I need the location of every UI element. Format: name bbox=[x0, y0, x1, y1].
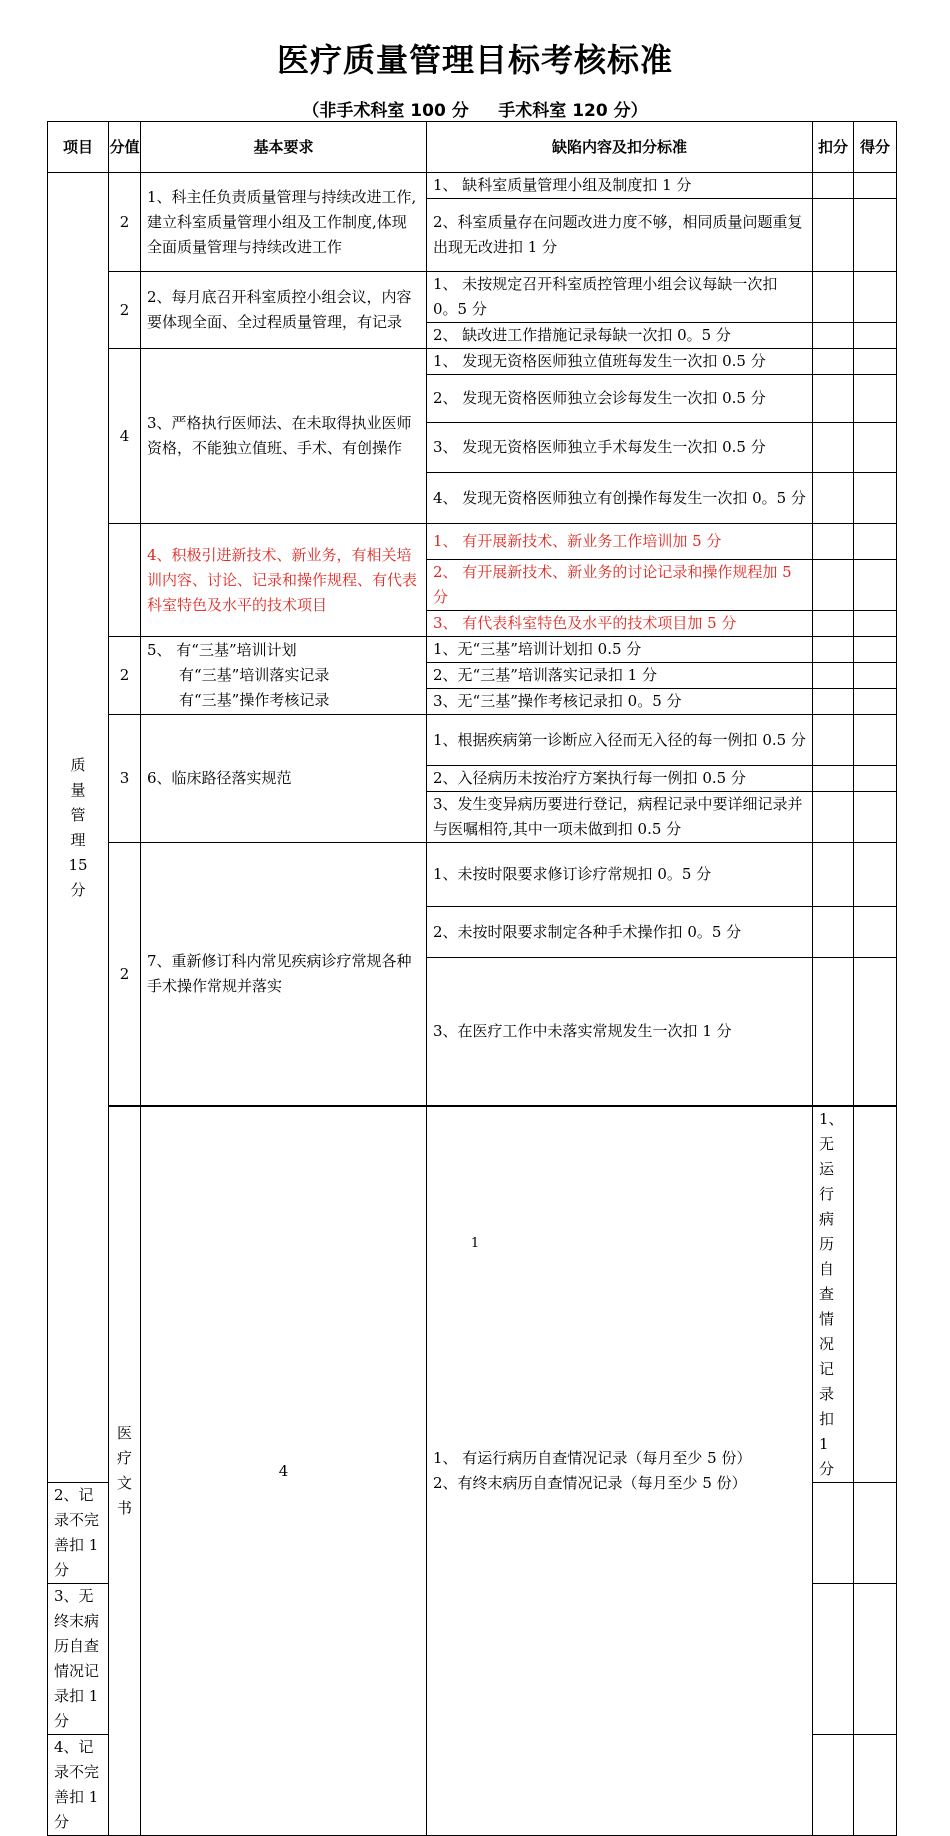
deduct-cell[interactable] bbox=[813, 323, 854, 349]
requirement-cell: 1、 有运行病历自查情况记录（每月至少 5 份） 2、有终末病历自查情况记录（每月至少 5 份） bbox=[427, 1107, 813, 1836]
deduct-cell[interactable] bbox=[813, 524, 854, 560]
gain-cell[interactable] bbox=[854, 1483, 897, 1584]
category-quality: 质 量 管 理 15 分 bbox=[48, 173, 109, 1483]
requirement-cell: 7、重新修订科内常见疾病诊疗常规各种手术操作常规并落实 bbox=[141, 843, 427, 1106]
gain-cell[interactable] bbox=[854, 173, 897, 199]
gain-cell[interactable] bbox=[854, 1584, 897, 1735]
table-row bbox=[48, 524, 897, 560]
score-cell: 3 bbox=[109, 715, 141, 843]
deduct-cell[interactable] bbox=[813, 843, 854, 907]
header-deduct: 扣分 bbox=[813, 122, 854, 173]
deduct-cell[interactable] bbox=[813, 689, 854, 715]
score-cell bbox=[109, 524, 141, 637]
table-row bbox=[48, 272, 897, 323]
defect-cell: 1、无“三基”培训计划扣 0.5 分 bbox=[427, 637, 813, 663]
score-cell: 4 bbox=[109, 349, 141, 524]
score-cell: 2 bbox=[109, 272, 141, 349]
page-number: 1 bbox=[470, 1236, 480, 1251]
gain-cell[interactable] bbox=[854, 689, 897, 715]
gain-cell[interactable] bbox=[854, 1735, 897, 1836]
gain-cell[interactable] bbox=[854, 907, 897, 958]
defect-cell: 2、未按时限要求制定各种手术操作扣 0。5 分 bbox=[427, 907, 813, 958]
requirement-cell: 3、严格执行医师法、在未取得执业医师资格，不能独立值班、手术、有创操作 bbox=[141, 349, 427, 524]
deduct-cell[interactable] bbox=[813, 423, 854, 473]
header-row bbox=[48, 122, 897, 173]
gain-cell[interactable] bbox=[854, 423, 897, 473]
defect-cell: 2、 发现无资格医师独立会诊每发生一次扣 0.5 分 bbox=[427, 375, 813, 423]
deduct-cell[interactable] bbox=[813, 1483, 854, 1584]
page-subtitle: （非手术科室 100 分 手术科室 120 分） bbox=[302, 101, 648, 121]
requirement-cell: 1、科主任负责质量管理与持续改进工作,建立科室质量管理小组及工作制度,体现全面质量管理与持续改进工作 bbox=[141, 173, 427, 272]
defect-cell: 3、发生变异病历要进行登记，病程记录中要详细记录并与医嘱相符,其中一项未做到扣 0.5 分 bbox=[427, 792, 813, 843]
deduct-cell[interactable] bbox=[813, 349, 854, 375]
gain-cell[interactable] bbox=[854, 958, 897, 1106]
defect-cell: 1、无运行病历自查情况记录扣 1 分 bbox=[813, 1107, 854, 1483]
deduct-cell[interactable] bbox=[813, 272, 854, 323]
deduct-cell[interactable] bbox=[813, 958, 854, 1106]
deduct-cell[interactable] bbox=[813, 637, 854, 663]
defect-cell: 2、入径病历未按治疗方案执行每一例扣 0.5 分 bbox=[427, 766, 813, 792]
gain-cell[interactable] bbox=[854, 715, 897, 766]
table-row bbox=[48, 637, 897, 663]
defect-cell: 1、 发现无资格医师独立值班每发生一次扣 0.5 分 bbox=[427, 349, 813, 375]
gain-cell[interactable] bbox=[854, 611, 897, 637]
defect-cell: 1、未按时限要求修订诊疗常规扣 0。5 分 bbox=[427, 843, 813, 907]
header-defect: 缺陷内容及扣分标准 bbox=[427, 122, 813, 173]
defect-cell: 3、 有代表科室特色及水平的技术项目加 5 分 bbox=[427, 611, 813, 637]
defect-cell: 1、根据疾病第一诊断应入径而无入径的每一例扣 0.5 分 bbox=[427, 715, 813, 766]
deduct-cell[interactable] bbox=[813, 1735, 854, 1836]
table-row bbox=[48, 1107, 897, 1483]
deduct-cell[interactable] bbox=[813, 1584, 854, 1735]
score-cell: 2 bbox=[109, 173, 141, 272]
defect-cell: 2、无“三基”培训落实记录扣 1 分 bbox=[427, 663, 813, 689]
deduct-cell[interactable] bbox=[813, 611, 854, 637]
gain-cell[interactable] bbox=[854, 766, 897, 792]
defect-cell: 1、 有开展新技术、新业务工作培训加 5 分 bbox=[427, 524, 813, 560]
deduct-cell[interactable] bbox=[813, 715, 854, 766]
header-gain: 得分 bbox=[854, 122, 897, 173]
gain-cell[interactable] bbox=[854, 663, 897, 689]
gain-cell[interactable] bbox=[854, 272, 897, 323]
header-requirement: 基本要求 bbox=[141, 122, 427, 173]
deduct-cell[interactable] bbox=[813, 375, 854, 423]
requirement-cell: 5、 有“三基”培训计划 有“三基”培训落实记录 有“三基”操作考核记录 bbox=[141, 637, 427, 715]
page-title: 医疗质量管理目标考核标准 bbox=[276, 41, 673, 79]
defect-cell: 3、无“三基”操作考核记录扣 0。5 分 bbox=[427, 689, 813, 715]
defect-cell: 3、在医疗工作中未落实常规发生一次扣 1 分 bbox=[427, 958, 813, 1106]
table-row bbox=[48, 173, 897, 199]
deduct-cell[interactable] bbox=[813, 560, 854, 611]
gain-cell[interactable] bbox=[854, 375, 897, 423]
gain-cell[interactable] bbox=[854, 473, 897, 524]
category-docs: 医疗 文书 bbox=[109, 1107, 141, 1836]
header-score: 分值 bbox=[109, 122, 141, 173]
defect-cell: 1、 缺科室质量管理小组及制度扣 1 分 bbox=[427, 173, 813, 199]
deduct-cell[interactable] bbox=[813, 792, 854, 843]
defect-cell: 3、无终末病历自查情况记录扣 1 分 bbox=[48, 1584, 109, 1735]
defect-cell: 2、 缺改进工作措施记录每缺一次扣 0。5 分 bbox=[427, 323, 813, 349]
defect-cell: 3、 发现无资格医师独立手术每发生一次扣 0.5 分 bbox=[427, 423, 813, 473]
defect-cell: 2、科室质量存在问题改进力度不够，相同质量问题重复出现无改进扣 1 分 bbox=[427, 199, 813, 272]
table-row bbox=[48, 843, 897, 907]
gain-cell[interactable] bbox=[854, 792, 897, 843]
deduct-cell[interactable] bbox=[813, 473, 854, 524]
deduct-cell[interactable] bbox=[813, 907, 854, 958]
score-cell: 2 bbox=[109, 637, 141, 715]
score-cell: 4 bbox=[141, 1107, 427, 1836]
gain-cell[interactable] bbox=[854, 199, 897, 272]
defect-cell: 4、记录不完善扣 1 分 bbox=[48, 1735, 109, 1836]
gain-cell[interactable] bbox=[854, 349, 897, 375]
deduct-cell[interactable] bbox=[813, 173, 854, 199]
defect-cell: 1、 未按规定召开科室质控管理小组会议每缺一次扣 0。5 分 bbox=[427, 272, 813, 323]
gain-cell[interactable] bbox=[854, 524, 897, 560]
standards-table bbox=[47, 121, 897, 1836]
requirement-cell: 6、临床路径落实规范 bbox=[141, 715, 427, 843]
requirement-cell: 4、积极引进新技术、新业务，有相关培训内容、讨论、记录和操作规程、有代表科室特色及水平的技术项目 bbox=[141, 524, 427, 637]
deduct-cell[interactable] bbox=[813, 199, 854, 272]
header-item: 项目 bbox=[48, 122, 109, 173]
deduct-cell[interactable] bbox=[813, 766, 854, 792]
table-row bbox=[48, 715, 897, 766]
table-row bbox=[48, 349, 897, 375]
deduct-cell[interactable] bbox=[854, 1107, 897, 1483]
defect-cell: 2、 有开展新技术、新业务的讨论记录和操作规程加 5 分 bbox=[427, 560, 813, 611]
score-cell: 2 bbox=[109, 843, 141, 1106]
requirement-cell: 2、每月底召开科室质控小组会议，内容要体现全面、全过程质量管理，有记录 bbox=[141, 272, 427, 349]
gain-cell[interactable] bbox=[854, 843, 897, 907]
defect-cell: 4、 发现无资格医师独立有创操作每发生一次扣 0。5 分 bbox=[427, 473, 813, 524]
gain-cell[interactable] bbox=[854, 323, 897, 349]
gain-cell[interactable] bbox=[854, 560, 897, 611]
deduct-cell[interactable] bbox=[813, 663, 854, 689]
gain-cell[interactable] bbox=[854, 637, 897, 663]
defect-cell: 2、记录不完善扣 1 分 bbox=[48, 1483, 109, 1584]
